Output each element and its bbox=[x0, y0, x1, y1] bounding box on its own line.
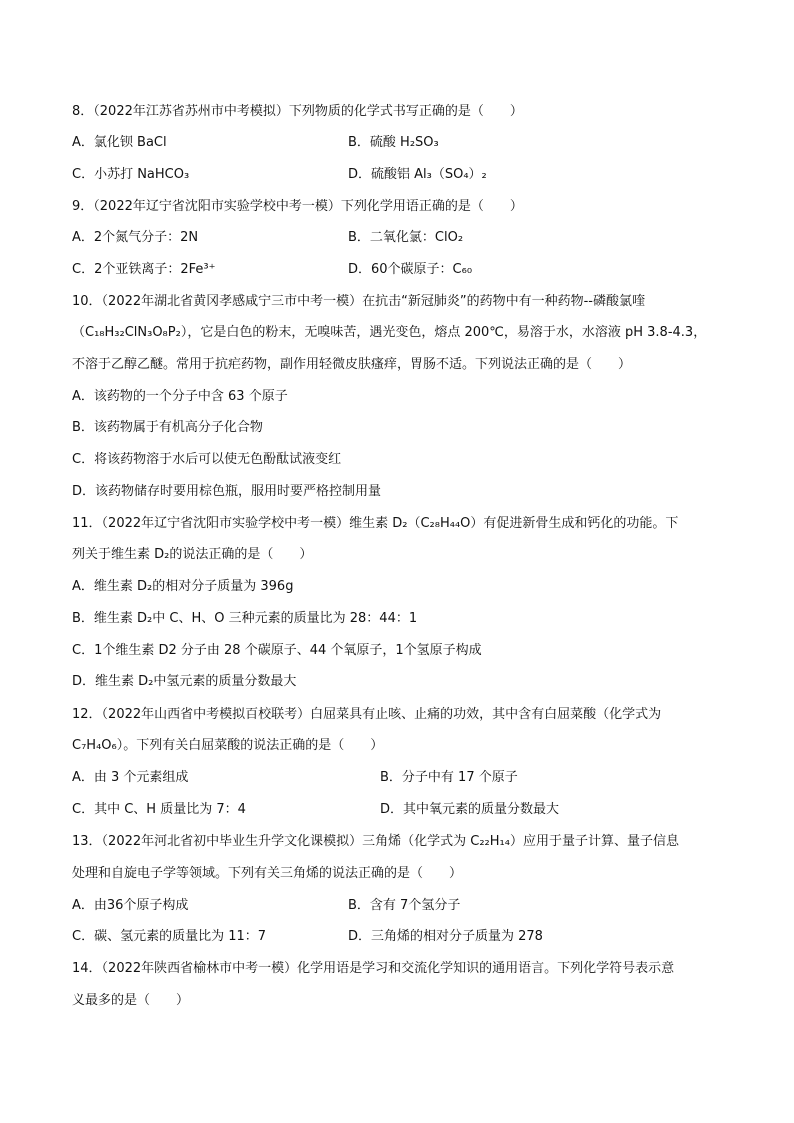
question-12-stem-line-1: 12．（2022年山西省中考模拟百校联考）白屈菜具有止咳、止痛的功效，其中含有白屈菜酸（化学式为 bbox=[72, 707, 662, 722]
question-12-stem-line-2: C₇H₄O₆）。下列有关白屈菜酸的说法正确的是（ ） bbox=[72, 738, 384, 753]
question-12-option-b: B．分子中有 17 个原子 bbox=[380, 770, 518, 785]
question-11-stem-line-2: 列关于维生素 D₂的说法正确的是（ ） bbox=[72, 547, 313, 562]
question-14-stem-line-1: 14．（2022年陕西省榆林市中考一模）化学用语是学习和交流化学知识的通用语言。下列化学符号表示意 bbox=[72, 961, 675, 976]
question-14-stem-line-2: 义最多的是（ ） bbox=[72, 993, 190, 1008]
question-13-stem-line-2: 处理和自旋电子学等领域。下列有关三角烯的说法正确的是（ ） bbox=[72, 866, 463, 881]
question-11-option-c: C．1个维生素 D2 分子由 28 个碳原子、44 个氧原子，1个氢原子构成 bbox=[72, 643, 482, 658]
question-10-stem-line-3: 不溶于乙醇乙醚。常用于抗疟药物，副作用轻微皮肤瘙痒，胃肠不适。下列说法正确的是（ ） bbox=[72, 357, 632, 372]
question-13-option-a: A．由36个原子构成 bbox=[72, 898, 189, 913]
question-8-stem: 8．（2022年江苏省苏州市中考模拟）下列物质的化学式书写正确的是（ ） bbox=[72, 104, 523, 119]
question-10-stem-line-1: 10．（2022年湖北省黄冈孝感咸宁三市中考一模）在抗击“新冠肺炎”的药物中有一种药物--磷酸氯喹 bbox=[72, 294, 645, 309]
question-9-stem: 9．（2022年辽宁省沈阳市实验学校中考一模）下列化学用语正确的是（ ） bbox=[72, 199, 523, 214]
question-9-option-b: B．二氧化氯：ClO₂ bbox=[348, 230, 464, 245]
question-10-option-d: D．该药物储存时要用棕色瓶，服用时要严格控制用量 bbox=[72, 484, 382, 499]
question-10-option-b: B．该药物属于有机高分子化合物 bbox=[72, 420, 263, 435]
question-8-option-d: D．硫酸铝 Al₃（SO₄）₂ bbox=[348, 167, 487, 182]
question-11-option-d: D．维生素 D₂中氢元素的质量分数最大 bbox=[72, 674, 297, 689]
question-12-option-d: D．其中氧元素的质量分数最大 bbox=[380, 802, 560, 817]
question-13-option-c: C．碳、氢元素的质量比为 11：7 bbox=[72, 929, 267, 944]
question-9-option-d: D．60个碳原子：C₆₀ bbox=[348, 262, 473, 277]
question-13-option-d: D．三角烯的相对分子质量为 278 bbox=[348, 929, 543, 944]
question-10-option-a: A．该药物的一个分子中含 63 个原子 bbox=[72, 389, 288, 404]
question-10-stem-line-2: （C₁₈H₃₂ClN₃O₈P₂），它是白色的粉末，无嗅味苦，遇光变色，熔点 200℃，易溶于水，水溶液 pH 3.8-4.3， bbox=[72, 325, 707, 340]
question-8-option-c: C．小苏打 NaHCO₃ bbox=[72, 167, 190, 182]
question-11-option-a: A．维生素 D₂的相对分子质量为 396g bbox=[72, 579, 294, 594]
question-8-option-b: B．硫酸 H₂SO₃ bbox=[348, 135, 439, 150]
question-13-stem-line-1: 13．（2022年河北省初中毕业生升学文化课模拟）三角烯（化学式为 C₂₂H₁₄）应用于量子计算、量子信息 bbox=[72, 834, 679, 849]
question-12-option-c: C．其中 C、H 质量比为 7：4 bbox=[72, 802, 246, 817]
question-9-option-c: C．2个亚铁离子：2Fe³⁺ bbox=[72, 262, 216, 277]
question-9-option-a: A．2个氮气分子：2N bbox=[72, 230, 199, 245]
question-13-option-b: B．含有 7个氢分子 bbox=[348, 898, 461, 913]
question-10-option-c: C．将该药物溶于水后可以使无色酚酞试液变红 bbox=[72, 452, 342, 467]
question-8-option-a: A．氯化钡 BaCl bbox=[72, 135, 167, 150]
question-11-stem-line-1: 11．（2022年辽宁省沈阳市实验学校中考一模）维生素 D₂（C₂₈H₄₄O）有促进新骨生成和钙化的功能。下 bbox=[72, 516, 679, 531]
question-12-option-a: A．由 3 个元素组成 bbox=[72, 770, 189, 785]
question-11-option-b: B．维生素 D₂中 C、H、O 三种元素的质量比为 28：44：1 bbox=[72, 611, 418, 626]
